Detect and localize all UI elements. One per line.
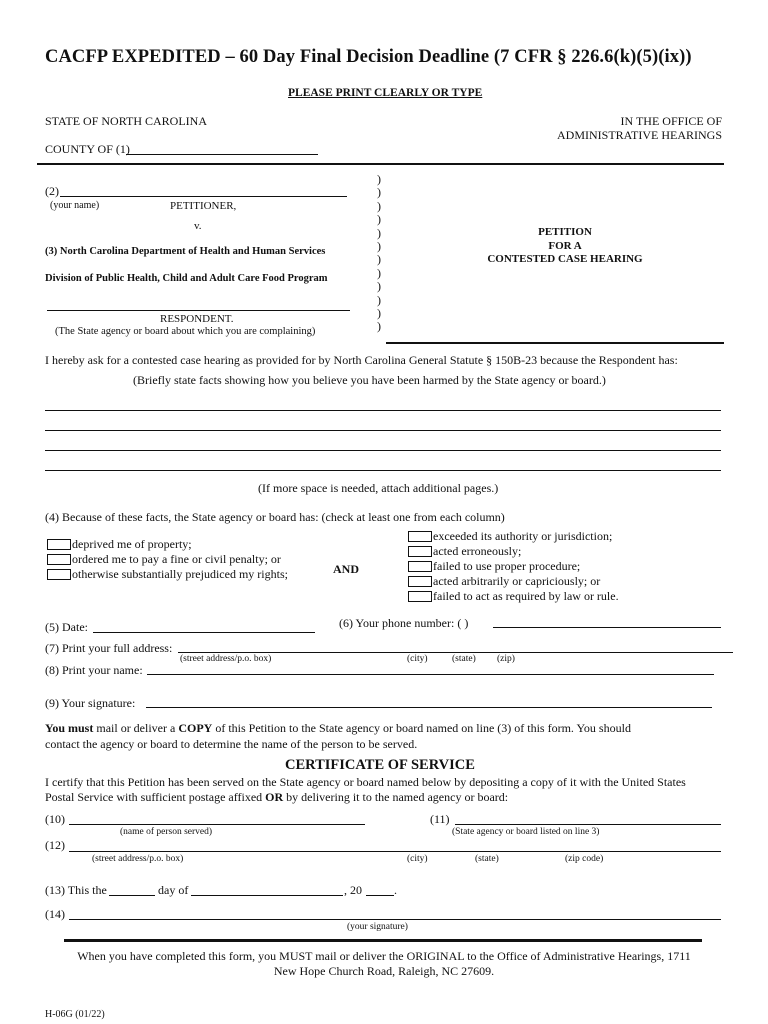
date-field[interactable]: [93, 632, 315, 633]
address-city-label: (city): [407, 654, 428, 664]
option-deprived-property: deprived me of property;: [72, 537, 192, 551]
served-zip-label: (zip code): [565, 854, 604, 864]
must-mail-line2: contact the agency or board to determine the name of the person to be served.: [45, 737, 418, 751]
date-label: (5) Date:: [45, 620, 88, 634]
certificate-title: CERTIFICATE OF SERVICE: [285, 757, 475, 773]
footer-line1: When you have completed this form, you MUST mail or deliver the ORIGINAL to the Office of Administrative Hearings, 1711: [77, 949, 691, 963]
person-served-label: (name of person served): [120, 827, 213, 837]
phone-field[interactable]: [493, 627, 721, 628]
certificate-text2a: Postal Service with sufficient postage affixed: [45, 790, 266, 804]
respondent-line2: Division of Public Health, Child and Adult Care Food Program: [45, 273, 328, 284]
must-mail-line1: [45, 721, 631, 736]
must-copy: COPY: [178, 721, 213, 735]
must-text1: mail or deliver a: [93, 721, 179, 735]
address-label: (7) Print your full address:: [45, 641, 173, 655]
facts-line-1[interactable]: [45, 410, 721, 411]
respondent-label: RESPONDENT.: [160, 313, 234, 325]
office-line2: ADMINISTRATIVE HEARINGS: [557, 128, 722, 142]
petition-title-2: FOR A: [548, 239, 582, 252]
option-acted-erroneously: acted erroneously;: [433, 544, 522, 558]
respondent-note: (The State agency or board about which you are complaining): [55, 326, 316, 337]
address-street-label: (street address/p.o. box): [180, 654, 272, 664]
footer-instructions: [40, 949, 728, 979]
certificate-text2b: by delivering it to the named agency or board:: [283, 790, 509, 804]
served-city-label: (city): [407, 854, 428, 864]
checkbox-failed-to-act[interactable]: [408, 591, 432, 602]
county-field[interactable]: [126, 154, 318, 155]
option-prejudiced-rights: otherwise substantially prejudiced my rights;: [72, 567, 288, 581]
name-field[interactable]: [147, 674, 714, 675]
more-space-note: (If more space is needed, attach additional pages.): [258, 481, 499, 495]
year-suffix-label: .: [394, 883, 397, 897]
option-arbitrarily: acted arbitrarily or capriciously; or: [433, 574, 601, 588]
petitioner-number: (2): [45, 184, 59, 198]
checkbox-prejudiced-rights[interactable]: [47, 569, 71, 580]
num-10: (10): [45, 812, 65, 826]
year-prefix-label: , 20: [344, 883, 362, 897]
request-text: I hereby ask for a contested case hearing as provided for by North Carolina General Statute § 150B-23 because the Respondent has:: [45, 353, 678, 367]
num-11: (11): [430, 812, 450, 826]
num-12: (12): [45, 838, 65, 852]
petition-title-block: [450, 226, 680, 267]
item4-label: (4) Because of these facts, the State agency or board has: (check at least one from each column): [45, 510, 505, 524]
your-signature-label: (your signature): [347, 922, 408, 932]
and-label: AND: [333, 562, 359, 576]
must-text2: of this Petition to the State agency or board named on line (3) of this form. You should: [212, 721, 631, 735]
office-line1: IN THE OFFICE OF: [620, 114, 722, 128]
facts-line-3[interactable]: [45, 450, 721, 451]
checkbox-fine-penalty[interactable]: [47, 554, 71, 565]
divider-footer: [64, 939, 702, 942]
print-instruction: PLEASE PRINT CLEARLY OR TYPE: [288, 87, 483, 99]
brief-instruction: (Briefly state facts showing how you believe you have been harmed by the State agency or board.): [133, 373, 606, 387]
divider-caption: [386, 342, 724, 344]
facts-line-2[interactable]: [45, 430, 721, 431]
petition-title-3: CONTESTED CASE HEARING: [487, 253, 643, 265]
petition-title-1: PETITION: [538, 226, 592, 238]
year-field[interactable]: [366, 895, 394, 896]
agency-served-field[interactable]: [455, 824, 721, 825]
day-field[interactable]: [109, 895, 155, 896]
petitioner-name-field[interactable]: [60, 196, 347, 197]
respondent-field[interactable]: [47, 310, 350, 311]
county-label: COUNTY OF (1): [45, 142, 130, 156]
signature-label: (9) Your signature:: [45, 696, 136, 710]
must-bold: You must: [45, 721, 94, 735]
form-id: H-06G (01/22): [45, 1009, 105, 1020]
agency-listed-label: (State agency or board listed on line 3): [452, 827, 600, 837]
respondent-line1: (3) North Carolina Department of Health and Human Services: [45, 246, 326, 257]
checkbox-deprived-property[interactable]: [47, 539, 71, 550]
option-failed-to-act: failed to act as required by law or rule.: [433, 589, 619, 603]
option-fine-penalty: ordered me to pay a fine or civil penalty; or: [72, 552, 281, 566]
checkbox-exceeded-authority[interactable]: [408, 531, 432, 542]
certificate-text1: I certify that this Petition has been served on the State agency or board named below by depositing a copy of it with the United States: [45, 775, 686, 789]
month-field[interactable]: [191, 895, 343, 896]
your-name-label: (your name): [50, 200, 100, 211]
day-of-label: day of: [158, 883, 189, 897]
num-13-label: (13) This the: [45, 883, 107, 897]
checkbox-arbitrarily[interactable]: [408, 576, 432, 587]
option-improper-procedure: failed to use proper procedure;: [433, 559, 581, 573]
address-state-label: (state): [452, 654, 476, 664]
served-state-label: (state): [475, 854, 499, 864]
person-served-field[interactable]: [69, 824, 365, 825]
name-label: (8) Print your name:: [45, 663, 143, 677]
divider-top: [37, 163, 724, 165]
address-field[interactable]: [178, 652, 733, 653]
certificate-text2: [45, 790, 508, 805]
footer-line2: New Hope Church Road, Raleigh, NC 27609.: [273, 964, 495, 978]
phone-label: (6) Your phone number: ( ): [339, 616, 469, 630]
caption-paren-column: ) ) ) ) ) ) ) ) ) ) ) ): [377, 172, 381, 334]
checkbox-acted-erroneously[interactable]: [408, 546, 432, 557]
served-street-label: (street address/p.o. box): [92, 854, 184, 864]
form-title: CACFP EXPEDITED – 60 Day Final Decision Deadline (7 CFR § 226.6(k)(5)(ix)): [45, 47, 692, 67]
checkbox-improper-procedure[interactable]: [408, 561, 432, 572]
petitioner-label: PETITIONER,: [170, 200, 237, 212]
facts-line-4[interactable]: [45, 470, 721, 471]
versus-label: v.: [194, 220, 202, 232]
served-address-field[interactable]: [69, 851, 721, 852]
state-label: STATE OF NORTH CAROLINA: [45, 114, 207, 128]
address-zip-label: (zip): [497, 654, 515, 664]
certificate-or: OR: [265, 790, 284, 804]
num-14: (14): [45, 907, 65, 921]
option-exceeded-authority: exceeded its authority or jurisdiction;: [433, 529, 613, 543]
signature-field[interactable]: [146, 707, 712, 708]
server-signature-field[interactable]: [69, 919, 721, 920]
